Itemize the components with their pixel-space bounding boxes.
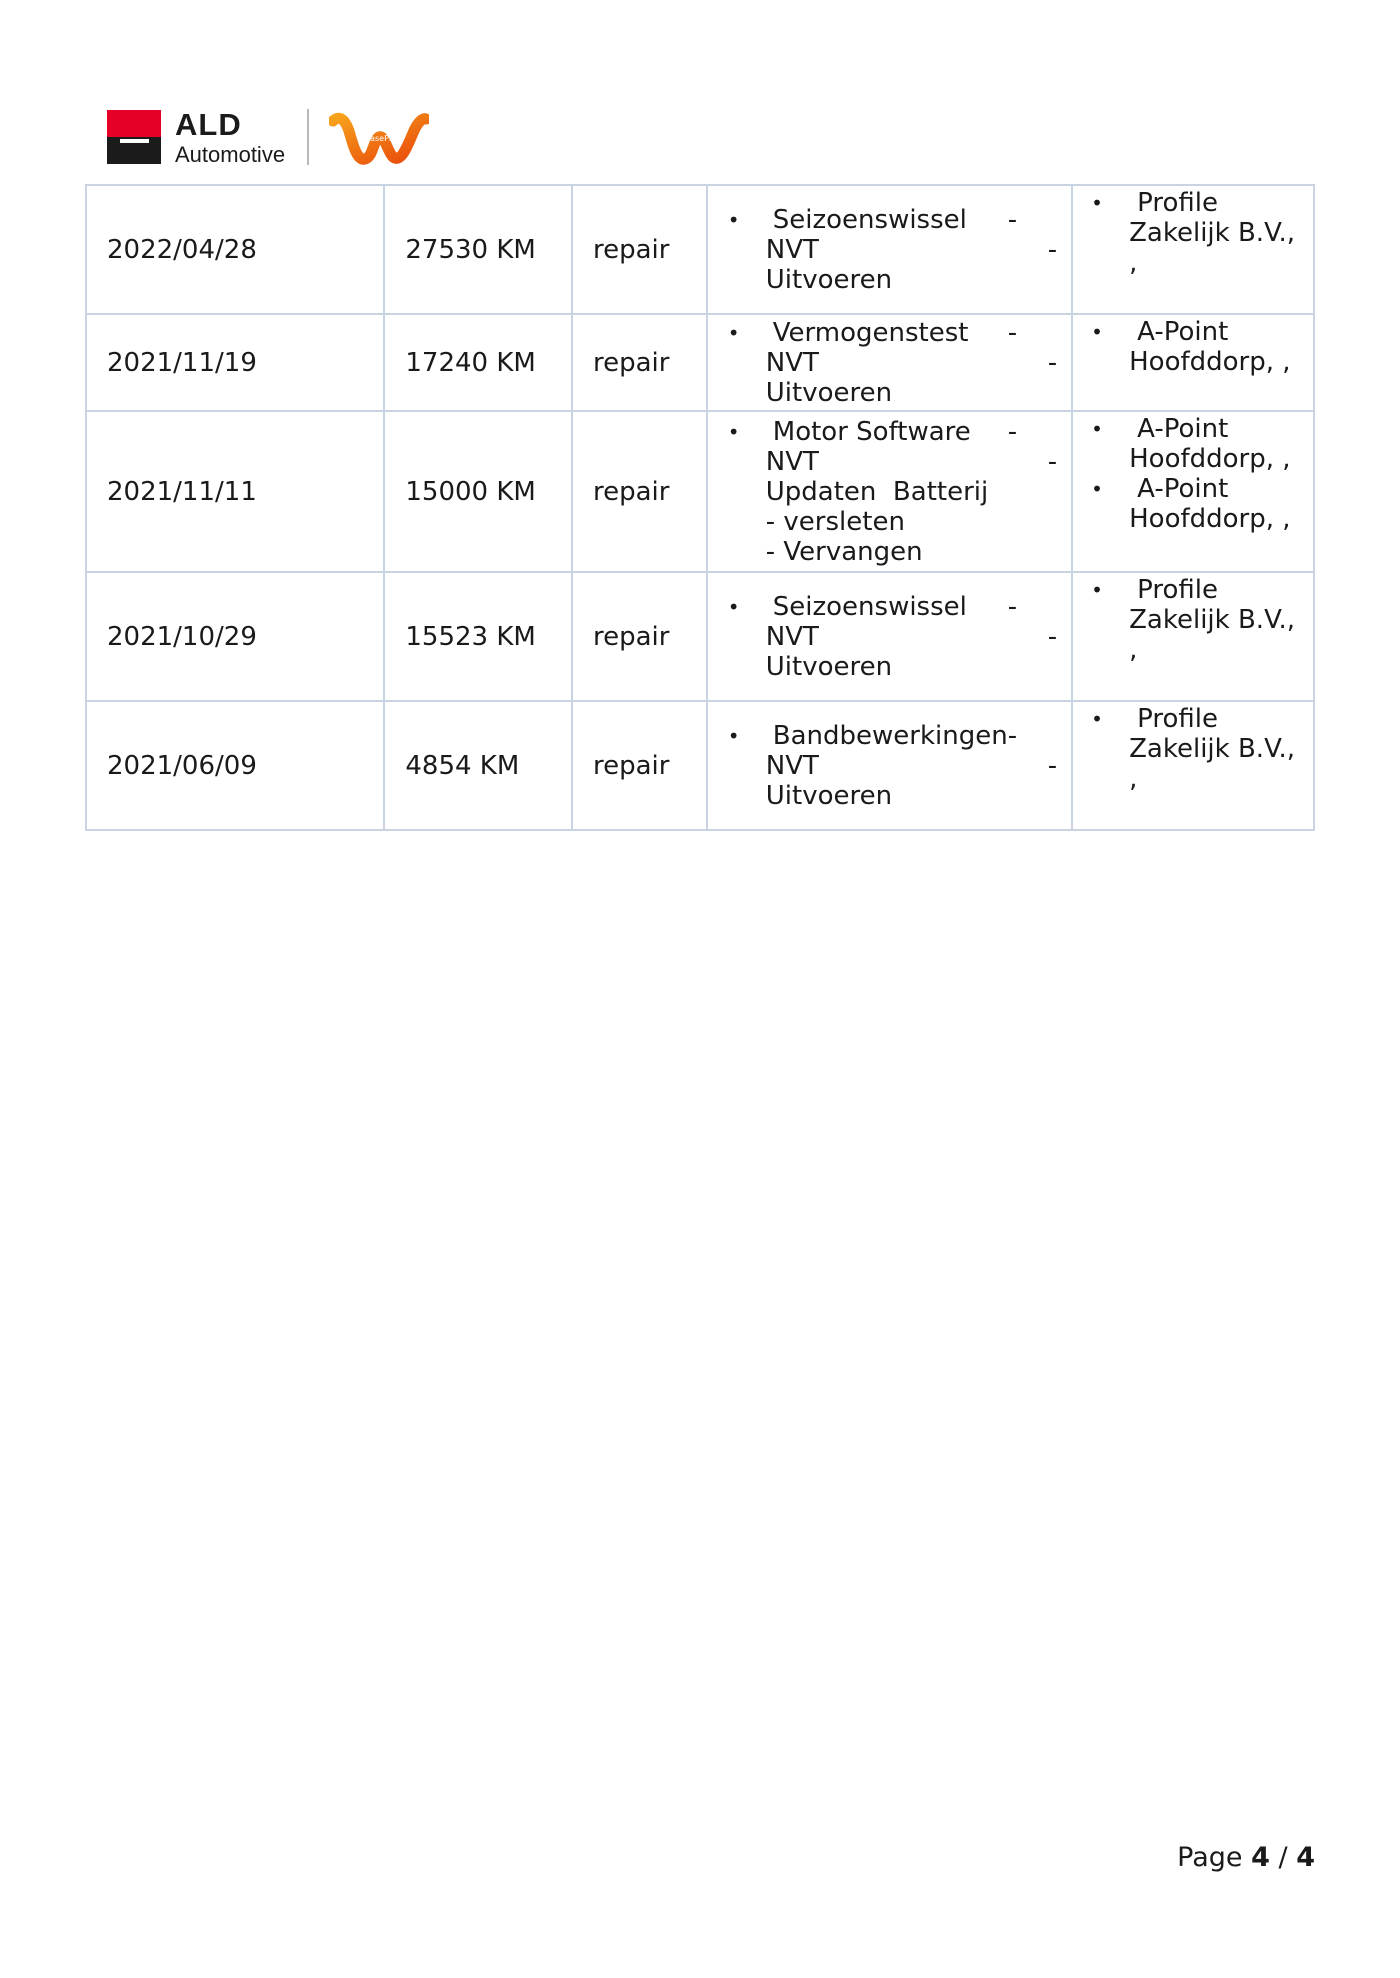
cell-date: 2021/10/29: [86, 572, 384, 701]
description-dash: -: [1007, 416, 1018, 447]
description-item: [728, 318, 1057, 408]
bullet-icon: •: [727, 594, 740, 619]
total-pages: 4: [1296, 1842, 1315, 1873]
description-action: - Vervangen: [765, 536, 923, 567]
bullet-icon: •: [1091, 191, 1103, 215]
table-row: [86, 572, 1314, 701]
supplier-item: [1091, 474, 1301, 534]
description-title: Bandbewerkingen: [772, 720, 1008, 751]
description-status: NVT: [765, 621, 819, 652]
bullet-icon: •: [1091, 417, 1103, 441]
supplier-item: [1091, 575, 1301, 665]
supplier-name: A-Point: [1137, 474, 1229, 504]
supplier-name: Profile: [1137, 575, 1218, 605]
description-dash: -: [1007, 204, 1018, 235]
supplier-detail: Hoofddorp, ,: [1129, 347, 1291, 377]
supplier-detail: ,: [1129, 635, 1138, 665]
supplier-item: [1091, 188, 1301, 278]
supplier-item: [1091, 704, 1301, 794]
current-page: 4: [1251, 1842, 1270, 1873]
description-action: Updaten Batterij: [765, 476, 989, 507]
description-dash: -: [1047, 234, 1058, 265]
description-title: Seizoenswissel: [772, 204, 967, 235]
header-logos: [107, 104, 429, 170]
cell-km: 17240 KM: [384, 314, 572, 411]
description-dash: -: [1047, 446, 1058, 477]
supplier-detail: Hoofddorp, ,: [1129, 444, 1291, 474]
description-dash: -: [1047, 347, 1058, 378]
description-action: Uitvoeren: [765, 264, 893, 295]
ald-logo-mark: [107, 110, 161, 164]
description-dash: -: [1007, 317, 1018, 348]
description-action: Uitvoeren: [765, 377, 893, 408]
supplier-item: [1091, 317, 1301, 377]
cell-supplier: [1072, 572, 1314, 701]
description-action: Uitvoeren: [765, 780, 893, 811]
cell-supplier: [1072, 314, 1314, 411]
description-status: NVT: [765, 234, 819, 265]
cell-km: 27530 KM: [384, 185, 572, 314]
bullet-icon: •: [1091, 477, 1103, 501]
table-body: [86, 185, 1314, 830]
table-row: [86, 314, 1314, 411]
description-item: [728, 205, 1057, 295]
table-row: [86, 701, 1314, 830]
cell-type: repair: [572, 411, 707, 572]
description-status: NVT: [765, 347, 819, 378]
supplier-detail: Zakelijk B.V.,: [1129, 734, 1296, 764]
supplier-detail: Zakelijk B.V.,: [1129, 605, 1296, 635]
leaseplan-logo: [329, 107, 429, 167]
supplier-detail: Zakelijk B.V.,: [1129, 218, 1296, 248]
cell-date: 2021/06/09: [86, 701, 384, 830]
page-separator: /: [1278, 1842, 1288, 1873]
description-item: [728, 721, 1057, 811]
description-action: Uitvoeren: [765, 651, 893, 682]
supplier-detail: ,: [1129, 248, 1138, 278]
cell-description: [707, 314, 1072, 411]
description-dash: -: [1047, 621, 1058, 652]
page-label: Page: [1177, 1842, 1243, 1873]
table-row: [86, 185, 1314, 314]
cell-description: [707, 411, 1072, 572]
description-dash: -: [1007, 720, 1018, 751]
page-number: [1177, 1842, 1315, 1873]
description-status: NVT: [765, 750, 819, 781]
bullet-icon: •: [727, 723, 740, 748]
description-status: NVT: [765, 446, 819, 477]
description-title: Vermogenstest: [772, 317, 969, 348]
supplier-name: A-Point: [1137, 414, 1229, 444]
bullet-icon: •: [1091, 578, 1103, 602]
cell-type: repair: [572, 185, 707, 314]
bullet-icon: •: [727, 207, 740, 232]
cell-description: [707, 572, 1072, 701]
ald-subtitle: Automotive: [175, 141, 286, 167]
description-title: Motor Software: [772, 416, 971, 447]
cell-type: repair: [572, 572, 707, 701]
supplier-name: Profile: [1137, 704, 1218, 734]
cell-description: [707, 185, 1072, 314]
bullet-icon: •: [727, 320, 740, 345]
cell-supplier: [1072, 185, 1314, 314]
description-item: [728, 417, 1057, 567]
ald-logo-text: [175, 106, 286, 167]
cell-km: 15523 KM: [384, 572, 572, 701]
description-dash: -: [1007, 591, 1018, 622]
table-row: [86, 411, 1314, 572]
cell-date: 2021/11/19: [86, 314, 384, 411]
supplier-name: Profile: [1137, 188, 1218, 218]
supplier-detail: ,: [1129, 764, 1138, 794]
cell-km: 15000 KM: [384, 411, 572, 572]
cell-supplier: [1072, 701, 1314, 830]
ald-name: ALD: [175, 106, 242, 142]
description-item: [728, 592, 1057, 682]
description-dash: -: [1047, 750, 1058, 781]
bullet-icon: •: [1091, 707, 1103, 731]
bullet-icon: •: [1091, 320, 1103, 344]
maintenance-history-table: [85, 184, 1315, 831]
cell-km: 4854 KM: [384, 701, 572, 830]
logo-divider: [307, 109, 309, 165]
supplier-item: [1091, 414, 1301, 474]
cell-type: repair: [572, 701, 707, 830]
cell-type: repair: [572, 314, 707, 411]
cell-supplier: [1072, 411, 1314, 572]
bullet-icon: •: [727, 419, 740, 444]
cell-date: 2022/04/28: [86, 185, 384, 314]
leaseplan-text: LeasePlan: [360, 134, 402, 143]
supplier-name: A-Point: [1137, 317, 1229, 347]
cell-date: 2021/11/11: [86, 411, 384, 572]
cell-description: [707, 701, 1072, 830]
description-action: - versleten: [765, 506, 905, 537]
description-title: Seizoenswissel: [772, 591, 967, 622]
supplier-detail: Hoofddorp, ,: [1129, 504, 1291, 534]
